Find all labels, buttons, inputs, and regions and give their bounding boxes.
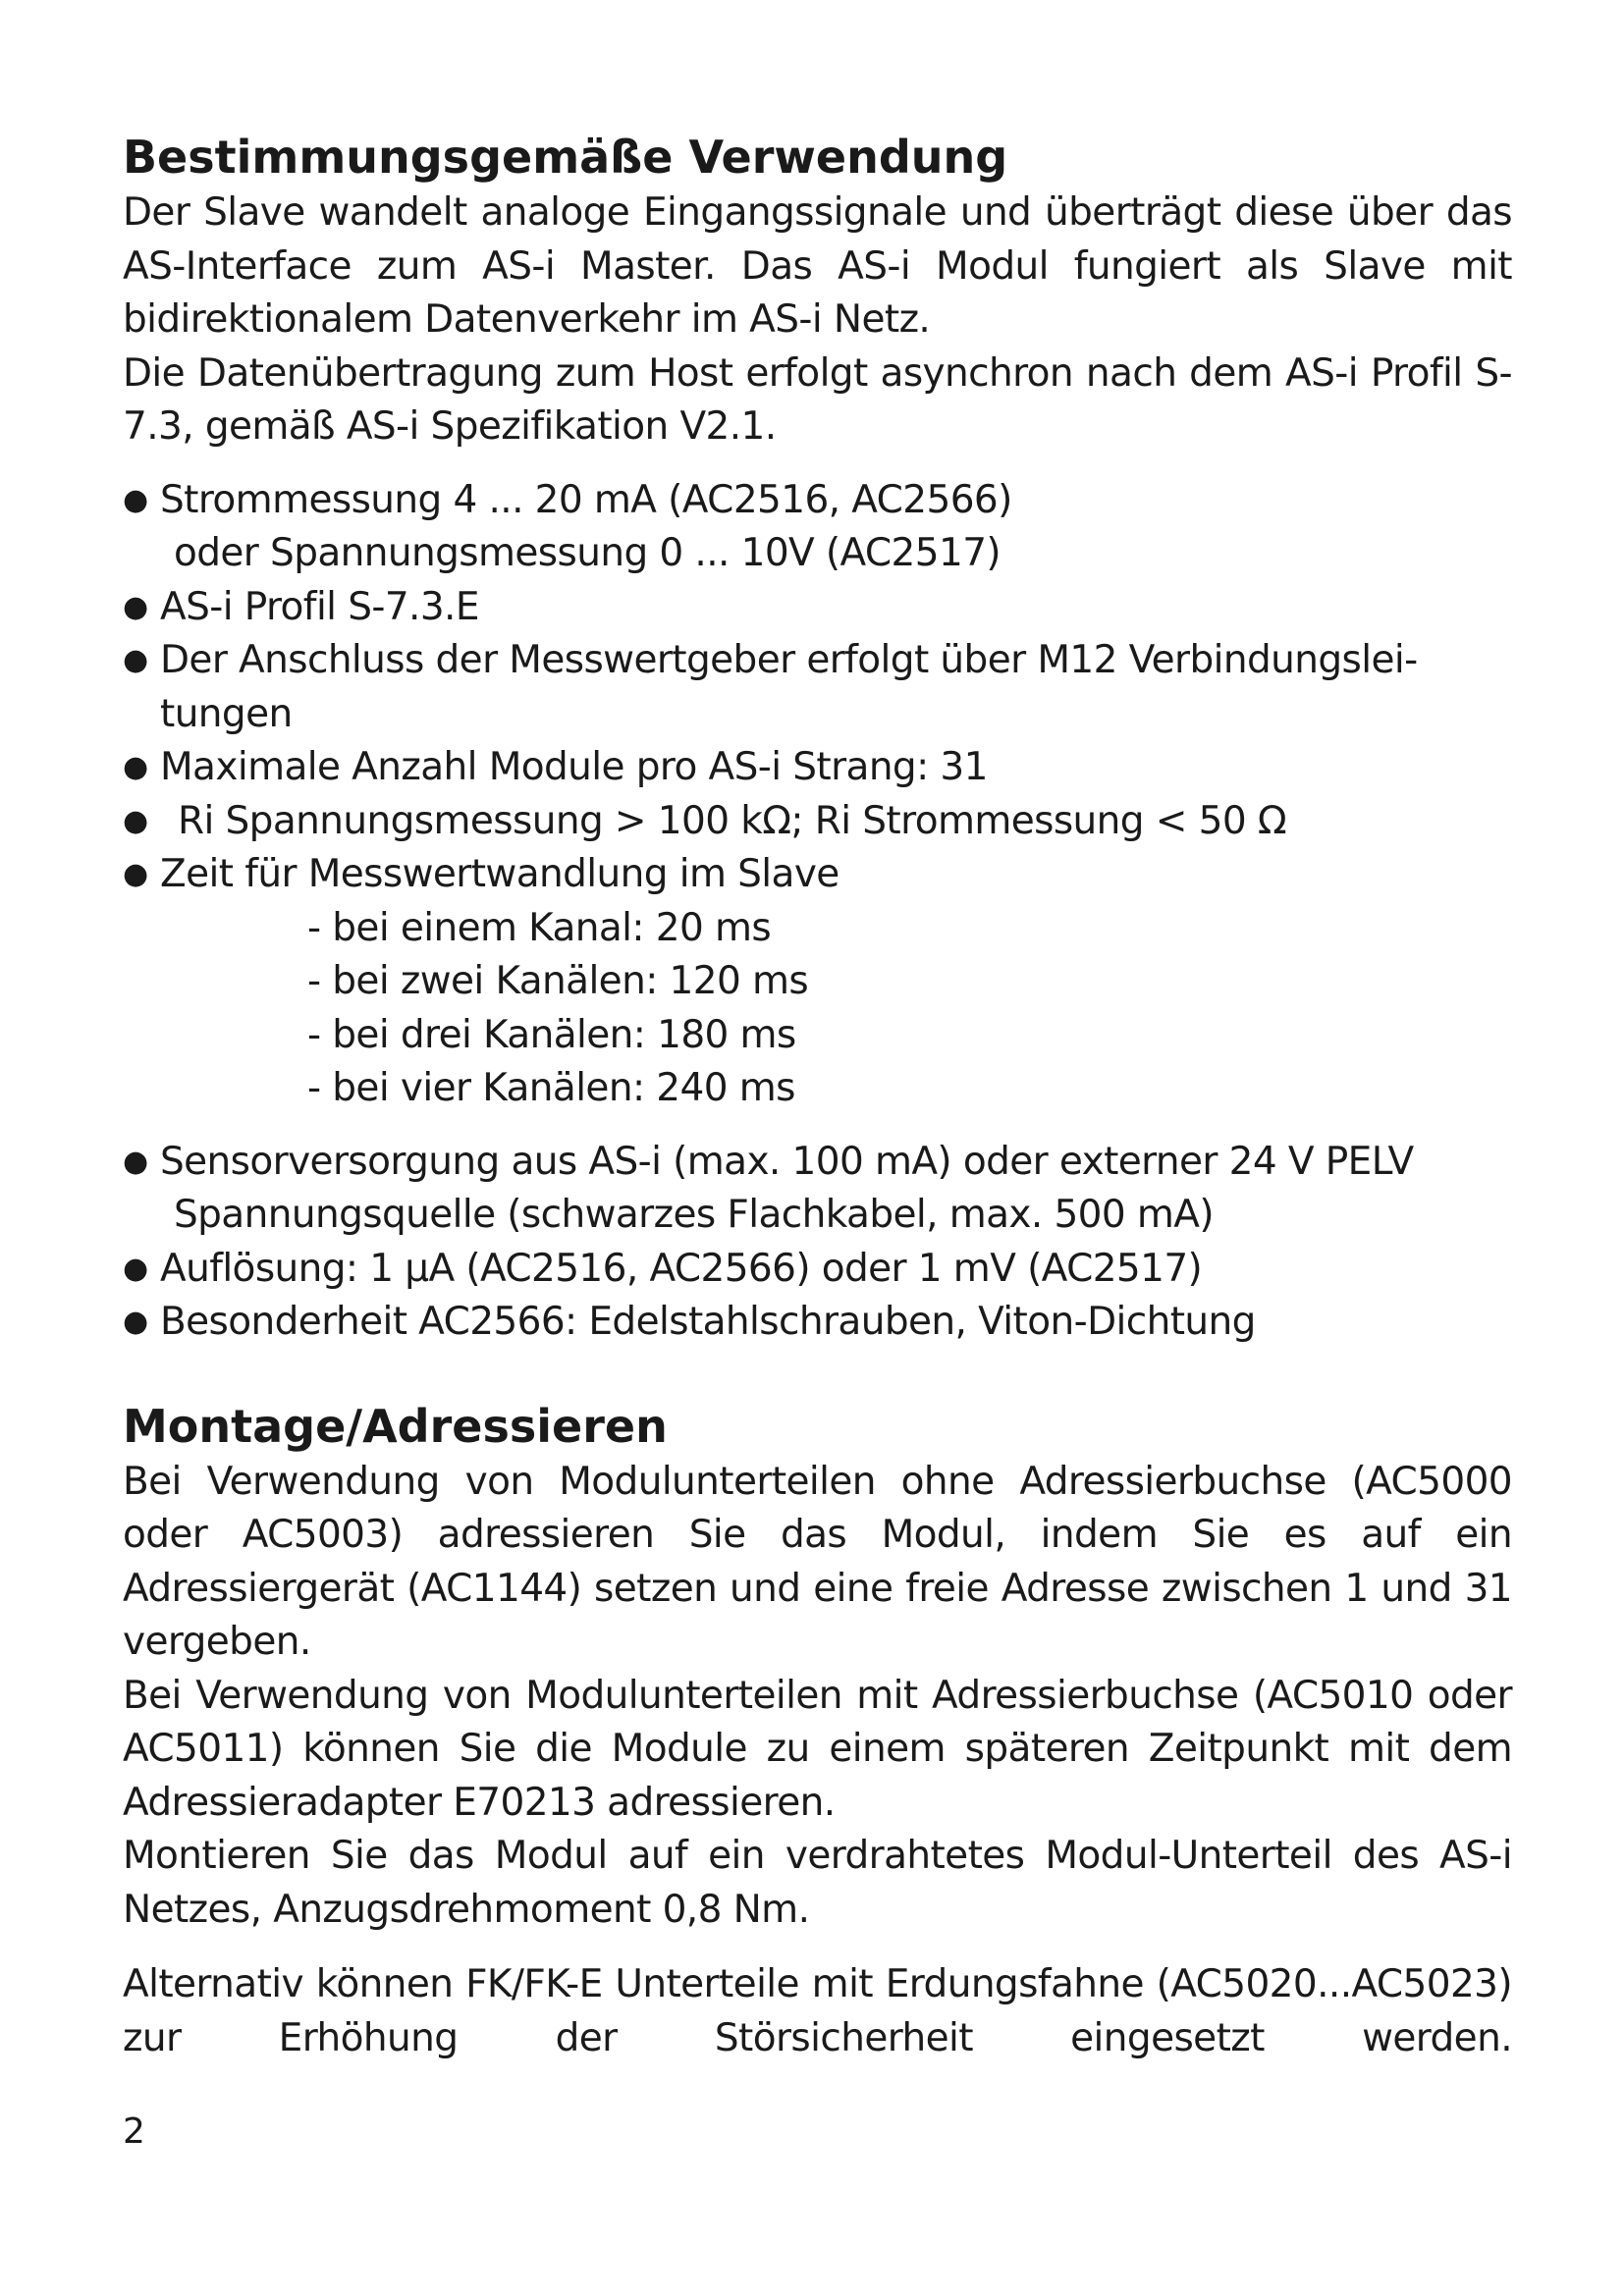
list-item-text: AS-i Profil S-7.3.E bbox=[160, 584, 479, 629]
bullet-icon: ● bbox=[123, 482, 148, 517]
feature-list-a bbox=[123, 474, 1512, 1116]
bullet-icon: ● bbox=[123, 1305, 148, 1339]
list-item-text: Sensorversorgung aus AS-i (max. 100 mA) oder externer 24 V PELV bbox=[160, 1139, 1414, 1184]
list-item bbox=[123, 848, 1512, 1116]
intro-paragraph-2: Die Datenübertragung zum Host erfolgt asynchron nach dem AS-i Profil S-7.3, gemäß AS-i Spezifikation V2.1. bbox=[123, 350, 1512, 449]
sub-item-two-channels: - bei zwei Kanälen: 120 ms bbox=[307, 959, 809, 1003]
list-item-text: Auflösung: 1 µA (AC2516, AC2566) oder 1 mV (AC2517) bbox=[160, 1246, 1203, 1291]
mounting-paragraph-3: Montieren Sie das Modul auf ein verdrahtetes Modul-Unterteil des AS-i Netzes, Anzugsdrehmoment 0,8 Nm. bbox=[123, 1834, 1512, 1932]
list-item-text: Zeit für Messwertwandlung im Slave bbox=[160, 852, 839, 896]
bullet-icon: ● bbox=[123, 857, 148, 891]
sub-item-four-channels: - bei vier Kanälen: 240 ms bbox=[307, 1066, 795, 1110]
section-title-mounting: Montage/Adressieren bbox=[123, 1399, 668, 1453]
list-item-continuation: oder Spannungsmessung 0 ... 10V (AC2517) bbox=[174, 531, 1001, 575]
list-item-text: Strommessung 4 ... 20 mA (AC2516, AC2566) bbox=[160, 477, 1012, 522]
list-item bbox=[123, 581, 1512, 635]
list-item bbox=[123, 795, 1512, 849]
bullet-icon: ● bbox=[123, 750, 148, 784]
list-item-continuation: Spannungsquelle (schwarzes Flachkabel, max. 500 mA) bbox=[174, 1193, 1214, 1237]
list-item-text: Der Anschluss der Messwertgeber erfolgt über M12 Verbindungsleitungen bbox=[160, 638, 1419, 736]
sub-item-one-channel: - bei einem Kanal: 20 ms bbox=[307, 905, 772, 950]
document-page bbox=[123, 128, 1512, 2065]
mounting-paragraph-1: Bei Verwendung von Modulunterteilen ohne Adressierbuchse (AC5000 oder AC5003) adressieren Sie das Modul, indem Sie es auf ein Adressiergerät (AC1144) setzen und eine freie Adresse zwischen 1 und 31 vergeben. bbox=[123, 1459, 1512, 1664]
list-item-text: Maximale Anzahl Module pro AS-i Strang: 31 bbox=[160, 745, 988, 789]
bullet-icon: ● bbox=[123, 803, 148, 838]
list-item bbox=[123, 634, 1512, 741]
page-number: 2 bbox=[123, 2111, 145, 2152]
list-item bbox=[123, 474, 1512, 581]
intro-paragraph-1: Der Slave wandelt analoge Eingangssignale und überträgt diese über das AS-Interface zum AS-i Master. Das AS-i Modul fungiert als Slave mit bidirektionalem Datenverkehr im AS-i Netz. bbox=[123, 190, 1512, 342]
bullet-icon: ● bbox=[123, 643, 148, 677]
list-item-text: Ri Spannungsmessung > 100 kΩ; Ri Strommessung < 50 Ω bbox=[178, 798, 1287, 843]
list-item bbox=[123, 1136, 1512, 1243]
bullet-icon: ● bbox=[123, 1144, 148, 1179]
list-item bbox=[123, 1243, 1512, 1297]
list-item-text: Besonderheit AC2566: Edelstahlschrauben, Viton-Dichtung bbox=[160, 1300, 1256, 1344]
list-item bbox=[123, 741, 1512, 795]
section-title-intended-use: Bestimmungsgemäße Verwendung bbox=[123, 131, 1008, 184]
sub-item-three-channels: - bei drei Kanälen: 180 ms bbox=[307, 1012, 796, 1057]
list-item bbox=[123, 1296, 1512, 1350]
mounting-paragraph-4: Alternativ können FK/FK-E Unterteile mit Erdungsfahne (AC5020...AC5023) zur Erhöhung der Störsicherheit eingesetzt werden. bbox=[123, 1962, 1512, 2060]
feature-list-b bbox=[123, 1136, 1512, 1350]
mounting-paragraph-2: Bei Verwendung von Modulunterteilen mit Adressierbuchse (AC5010 oder AC5011) können Sie die Module zu einem späteren Zeitpunkt mit dem Adressieradapter E70213 adressieren. bbox=[123, 1673, 1512, 1825]
bullet-icon: ● bbox=[123, 589, 148, 624]
bullet-icon: ● bbox=[123, 1251, 148, 1286]
